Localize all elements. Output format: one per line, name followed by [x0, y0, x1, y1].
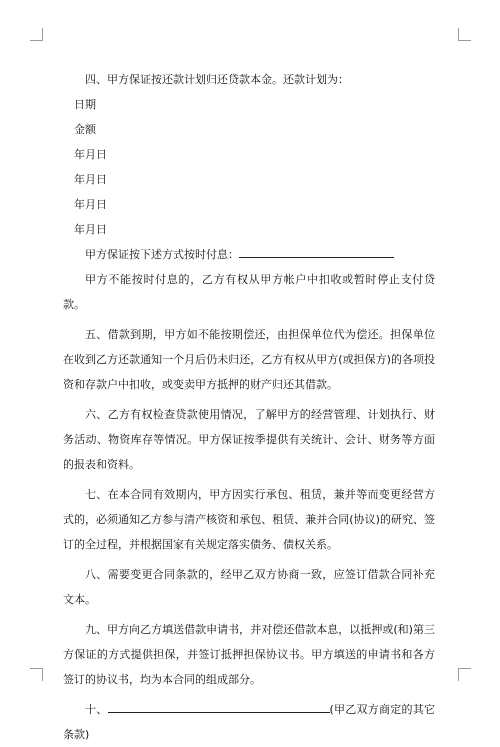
interest-method-text: 甲方保证按下述方式按时付息：	[85, 248, 239, 261]
para-5: 五、借款到期，甲方如不能按期偿还，由担保单位代为偿还。担保单位在收到乙方还款通知一个月后仍未归还，乙方有权从甲方(或担保方)的各项投资和存款户中扣收，或变卖甲方抵押的财产归还其借款。	[63, 328, 435, 391]
para-10	[63, 697, 435, 747]
schedule-row-3: 年月日	[74, 198, 107, 211]
para-10-prefix: 十、	[85, 703, 108, 716]
para-8: 八、需要变更合同条款的，经甲乙双方协商一致，应签订借款合同补充文本。	[63, 568, 435, 606]
schedule-row-2: 年月日	[74, 173, 107, 186]
schedule-amount-label: 金额	[74, 123, 96, 136]
interest-method-blank[interactable]	[239, 245, 394, 258]
schedule-row-4: 年月日	[74, 223, 107, 236]
interest-failure-text: 甲方不能按时付息的，乙方有权从甲方帐户中扣收或暂时停止支付贷款。	[63, 273, 435, 311]
crop-mark-bottom-left	[30, 668, 43, 681]
interest-method-line	[63, 242, 435, 267]
para-7: 七、在本合同有效期内，甲方因实行承包、租赁，兼并等而变更经营方式的，必须通知乙方参与清产核资和承包、租赁、兼并合同(协议)的研究、签订的全过程，并根据国家有关规定落实债务、债权关系。	[63, 488, 435, 551]
para-9: 九、甲方向乙方填送借款申请书，并对偿还借款本息，以抵押或(和)第三方保证的方式提供担保，并签订抵押担保协议书。甲方填送的申请书和各方签订的协议书，均为本合同的组成部分。	[63, 623, 435, 686]
schedule-row-1: 年月日	[74, 148, 107, 161]
crop-mark-top-right	[458, 28, 471, 41]
schedule-date-label: 日期	[74, 98, 96, 111]
para-10-suffix: (甲乙双方商定的其它条款)	[63, 703, 436, 741]
crop-mark-top-left	[30, 28, 43, 41]
document-body	[63, 67, 435, 747]
para-6: 六、乙方有权检查贷款使用情况，了解甲方的经营管理、计划执行、财务活动、物资库存等情况。甲方保证按季提供有关统计、会计、财务等方面的报表和资料。	[63, 408, 435, 471]
crop-mark-bottom-right	[458, 668, 471, 681]
para-4-title: 四、甲方保证按还款计划归还贷款本金。还款计划为：	[85, 73, 349, 86]
